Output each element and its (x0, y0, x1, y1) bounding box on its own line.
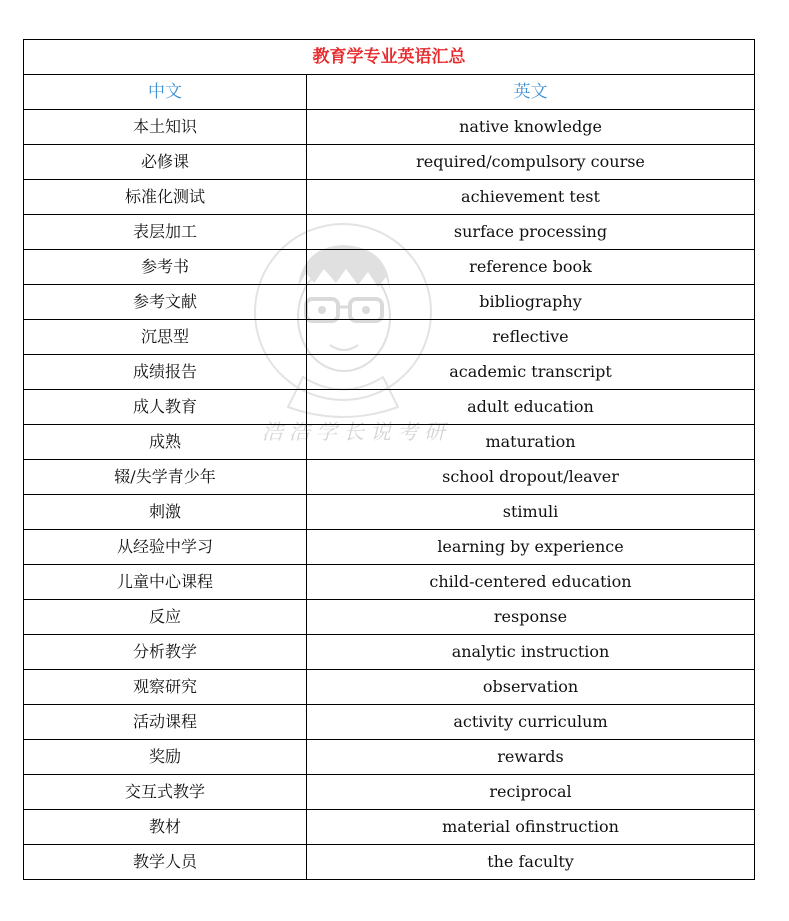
english-term-cell: achievement test (307, 180, 755, 215)
chinese-term-cell: 成绩报告 (24, 355, 307, 390)
table-row (24, 670, 755, 705)
english-term-cell: maturation (307, 425, 755, 460)
table-row (24, 810, 755, 845)
table-row (24, 705, 755, 740)
english-term-cell: activity curriculum (307, 705, 755, 740)
english-term-cell: observation (307, 670, 755, 705)
table-row (24, 845, 755, 880)
english-term-cell: bibliography (307, 285, 755, 320)
english-term-cell: child-centered education (307, 565, 755, 600)
table-row (24, 495, 755, 530)
chinese-term-cell: 观察研究 (24, 670, 307, 705)
chinese-term-cell: 教材 (24, 810, 307, 845)
table-row (24, 390, 755, 425)
chinese-term-cell: 参考文献 (24, 285, 307, 320)
chinese-term-cell: 标准化测试 (24, 180, 307, 215)
english-term-cell: stimuli (307, 495, 755, 530)
chinese-term-cell: 从经验中学习 (24, 530, 307, 565)
chinese-term-cell: 参考书 (24, 250, 307, 285)
english-term-cell: adult education (307, 390, 755, 425)
chinese-term-cell: 儿童中心课程 (24, 565, 307, 600)
chinese-term-cell: 成熟 (24, 425, 307, 460)
watermark-text: 浩浩学长说考研 (262, 420, 451, 444)
table-row (24, 215, 755, 250)
chinese-term-cell: 成人教育 (24, 390, 307, 425)
vocabulary-table (23, 39, 755, 880)
table-row (24, 425, 755, 460)
chinese-term-cell: 辍/失学青少年 (24, 460, 307, 495)
table-row (24, 320, 755, 355)
english-term-cell: rewards (307, 740, 755, 775)
header-row (24, 75, 755, 110)
chinese-term-cell: 刺激 (24, 495, 307, 530)
english-term-cell: analytic instruction (307, 635, 755, 670)
table-row (24, 775, 755, 810)
table-row (24, 110, 755, 145)
english-term-cell: material ofinstruction (307, 810, 755, 845)
english-term-cell: native knowledge (307, 110, 755, 145)
table-row (24, 740, 755, 775)
table-row (24, 460, 755, 495)
chinese-term-cell: 本土知识 (24, 110, 307, 145)
english-term-cell: response (307, 600, 755, 635)
table-row (24, 285, 755, 320)
english-term-cell: surface processing (307, 215, 755, 250)
title-row (24, 40, 755, 75)
english-term-cell: required/compulsory course (307, 145, 755, 180)
table-row (24, 250, 755, 285)
column-header-chinese: 中文 (24, 75, 307, 110)
chinese-term-cell: 必修课 (24, 145, 307, 180)
english-term-cell: school dropout/leaver (307, 460, 755, 495)
chinese-term-cell: 表层加工 (24, 215, 307, 250)
chinese-term-cell: 沉思型 (24, 320, 307, 355)
english-term-cell: the faculty (307, 845, 755, 880)
table-row (24, 145, 755, 180)
chinese-term-cell: 奖励 (24, 740, 307, 775)
table-row (24, 530, 755, 565)
english-term-cell: reciprocal (307, 775, 755, 810)
chinese-term-cell: 交互式教学 (24, 775, 307, 810)
chinese-term-cell: 教学人员 (24, 845, 307, 880)
english-term-cell: academic transcript (307, 355, 755, 390)
table-row (24, 565, 755, 600)
table-row (24, 600, 755, 635)
chinese-term-cell: 反应 (24, 600, 307, 635)
chinese-term-cell: 活动课程 (24, 705, 307, 740)
table-row (24, 180, 755, 215)
table-row (24, 355, 755, 390)
english-term-cell: reflective (307, 320, 755, 355)
english-term-cell: learning by experience (307, 530, 755, 565)
english-term-cell: reference book (307, 250, 755, 285)
chinese-term-cell: 分析教学 (24, 635, 307, 670)
table-title: 教育学专业英语汇总 (24, 40, 755, 75)
table-row (24, 635, 755, 670)
column-header-english: 英文 (307, 75, 755, 110)
